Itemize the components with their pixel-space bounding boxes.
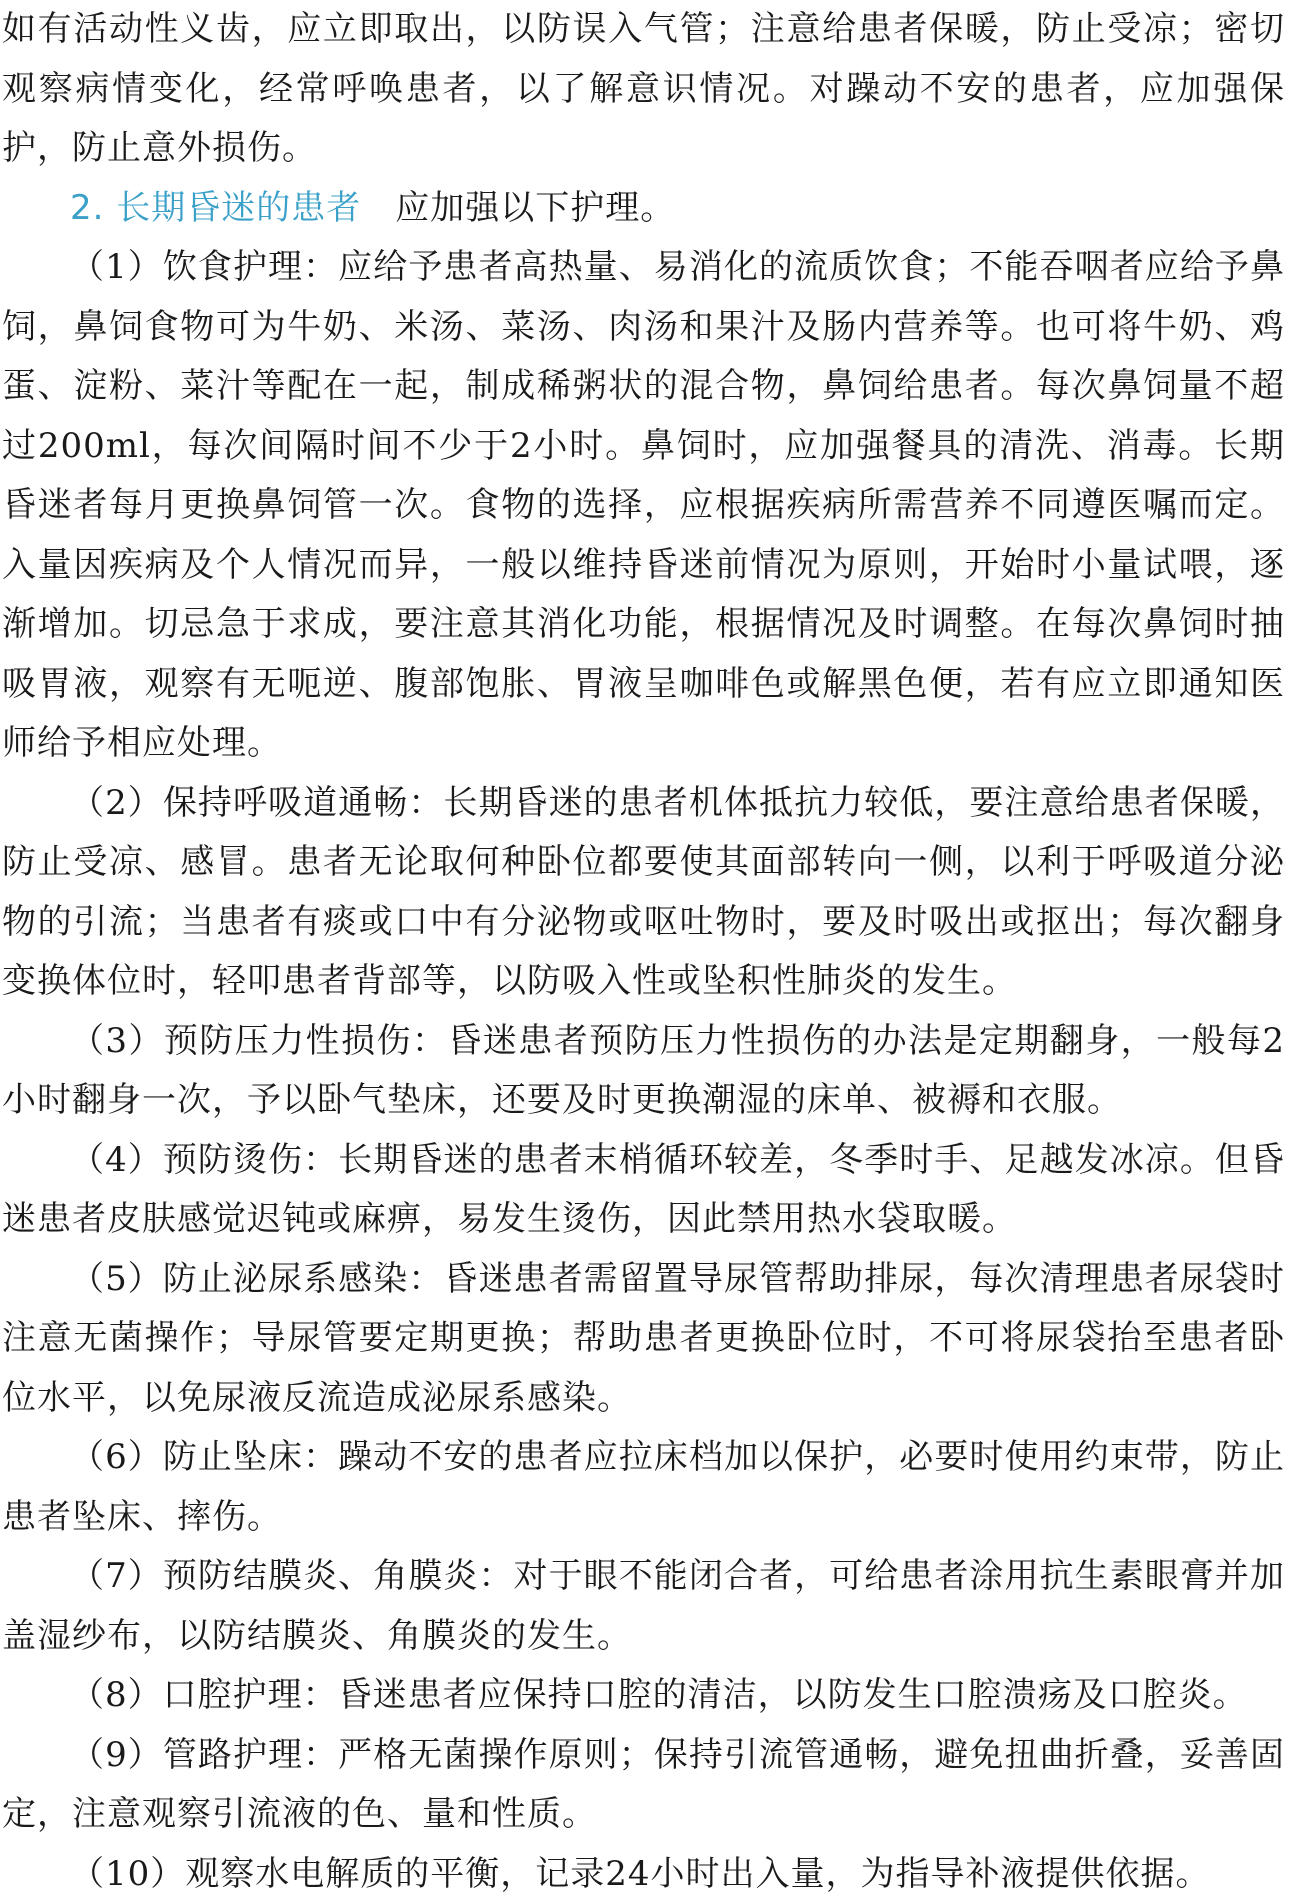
list-item: （3）预防压力性损伤：昏迷患者预防压力性损伤的办法是定期翻身，一般每2小时翻身一次，予以卧气垫床，还要及时更换潮湿的床单、被褥和衣服。 [2,1012,1285,1131]
section-heading [2,179,1285,239]
list-item: （1）饮食护理：应给予患者高热量、易消化的流质饮食；不能吞咽者应给予鼻饲，鼻饲食物可为牛奶、米汤、菜汤、肉汤和果汁及肠内营养等。也可将牛奶、鸡蛋、淀粉、菜汁等配在一起，制成稀粥状的混合物，鼻饲给患者。每次鼻饲量不超过200ml，每次间隔时间不少于2小时。鼻饲时，应加强餐具的清洗、消毒。长期昏迷者每月更换鼻饲管一次。食物的选择，应根据疾病所需营养不同遵医嘱而定。入量因疾病及个人情况而异，一般以维持昏迷前情况为原则，开始时小量试喂，逐渐增加。切忌急于求成，要注意其消化功能，根据情况及时调整。在每次鼻饲时抽吸胃液，观察有无呃逆、腹部饱胀、胃液呈咖啡色或解黑色便，若有应立即通知医师给予相应处理。 [2,238,1285,774]
list-item: （10）观察水电解质的平衡，记录24小时出入量，为指导补液提供依据。 [2,1845,1285,1904]
section-title: 长期昏迷的患者 [116,188,361,228]
list-item: （6）防止坠床：躁动不安的患者应拉床档加以保护，必要时使用约束带，防止患者坠床、摔伤。 [2,1428,1285,1547]
list-item: （9）管路护理：严格无菌操作原则；保持引流管通畅，避免扭曲折叠，妥善固定，注意观察引流液的色、量和性质。 [2,1726,1285,1845]
list-item: （7）预防结膜炎、角膜炎：对于眼不能闭合者，可给患者涂用抗生素眼膏并加盖湿纱布，以防结膜炎、角膜炎的发生。 [2,1547,1285,1666]
list-item: （5）防止泌尿系感染：昏迷患者需留置导尿管帮助排尿，每次清理患者尿袋时注意无菌操作；导尿管要定期更换；帮助患者更换卧位时，不可将尿袋抬至患者卧位水平，以免尿液反流造成泌尿系感染。 [2,1250,1285,1429]
list-item: （4）预防烫伤：长期昏迷的患者末梢循环较差，冬季时手、足越发冰凉。但昏迷患者皮肤感觉迟钝或麻痹，易发生烫伤，因此禁用热水袋取暖。 [2,1131,1285,1250]
section-number: 2. [70,188,104,228]
list-item: （8）口腔护理：昏迷患者应保持口腔的清洁，以防发生口腔溃疡及口腔炎。 [2,1666,1285,1726]
list-item: （2）保持呼吸道通畅：长期昏迷的患者机体抵抗力较低，要注意给患者保暖，防止受凉、感冒。患者无论取何种卧位都要使其面部转向一侧，以利于呼吸道分泌物的引流；当患者有痰或口中有分泌物或呕吐物时，要及时吸出或抠出；每次翻身变换体位时，轻叩患者背部等，以防吸入性或坠积性肺炎的发生。 [2,774,1285,1012]
section-intro: 应加强以下护理。 [395,188,675,228]
paragraph-intro: 如有活动性义齿，应立即取出，以防误入气管；注意给患者保暖，防止受凉；密切观察病情变化，经常呼唤患者，以了解意识情况。对躁动不安的患者，应加强保护，防止意外损伤。 [2,0,1285,179]
